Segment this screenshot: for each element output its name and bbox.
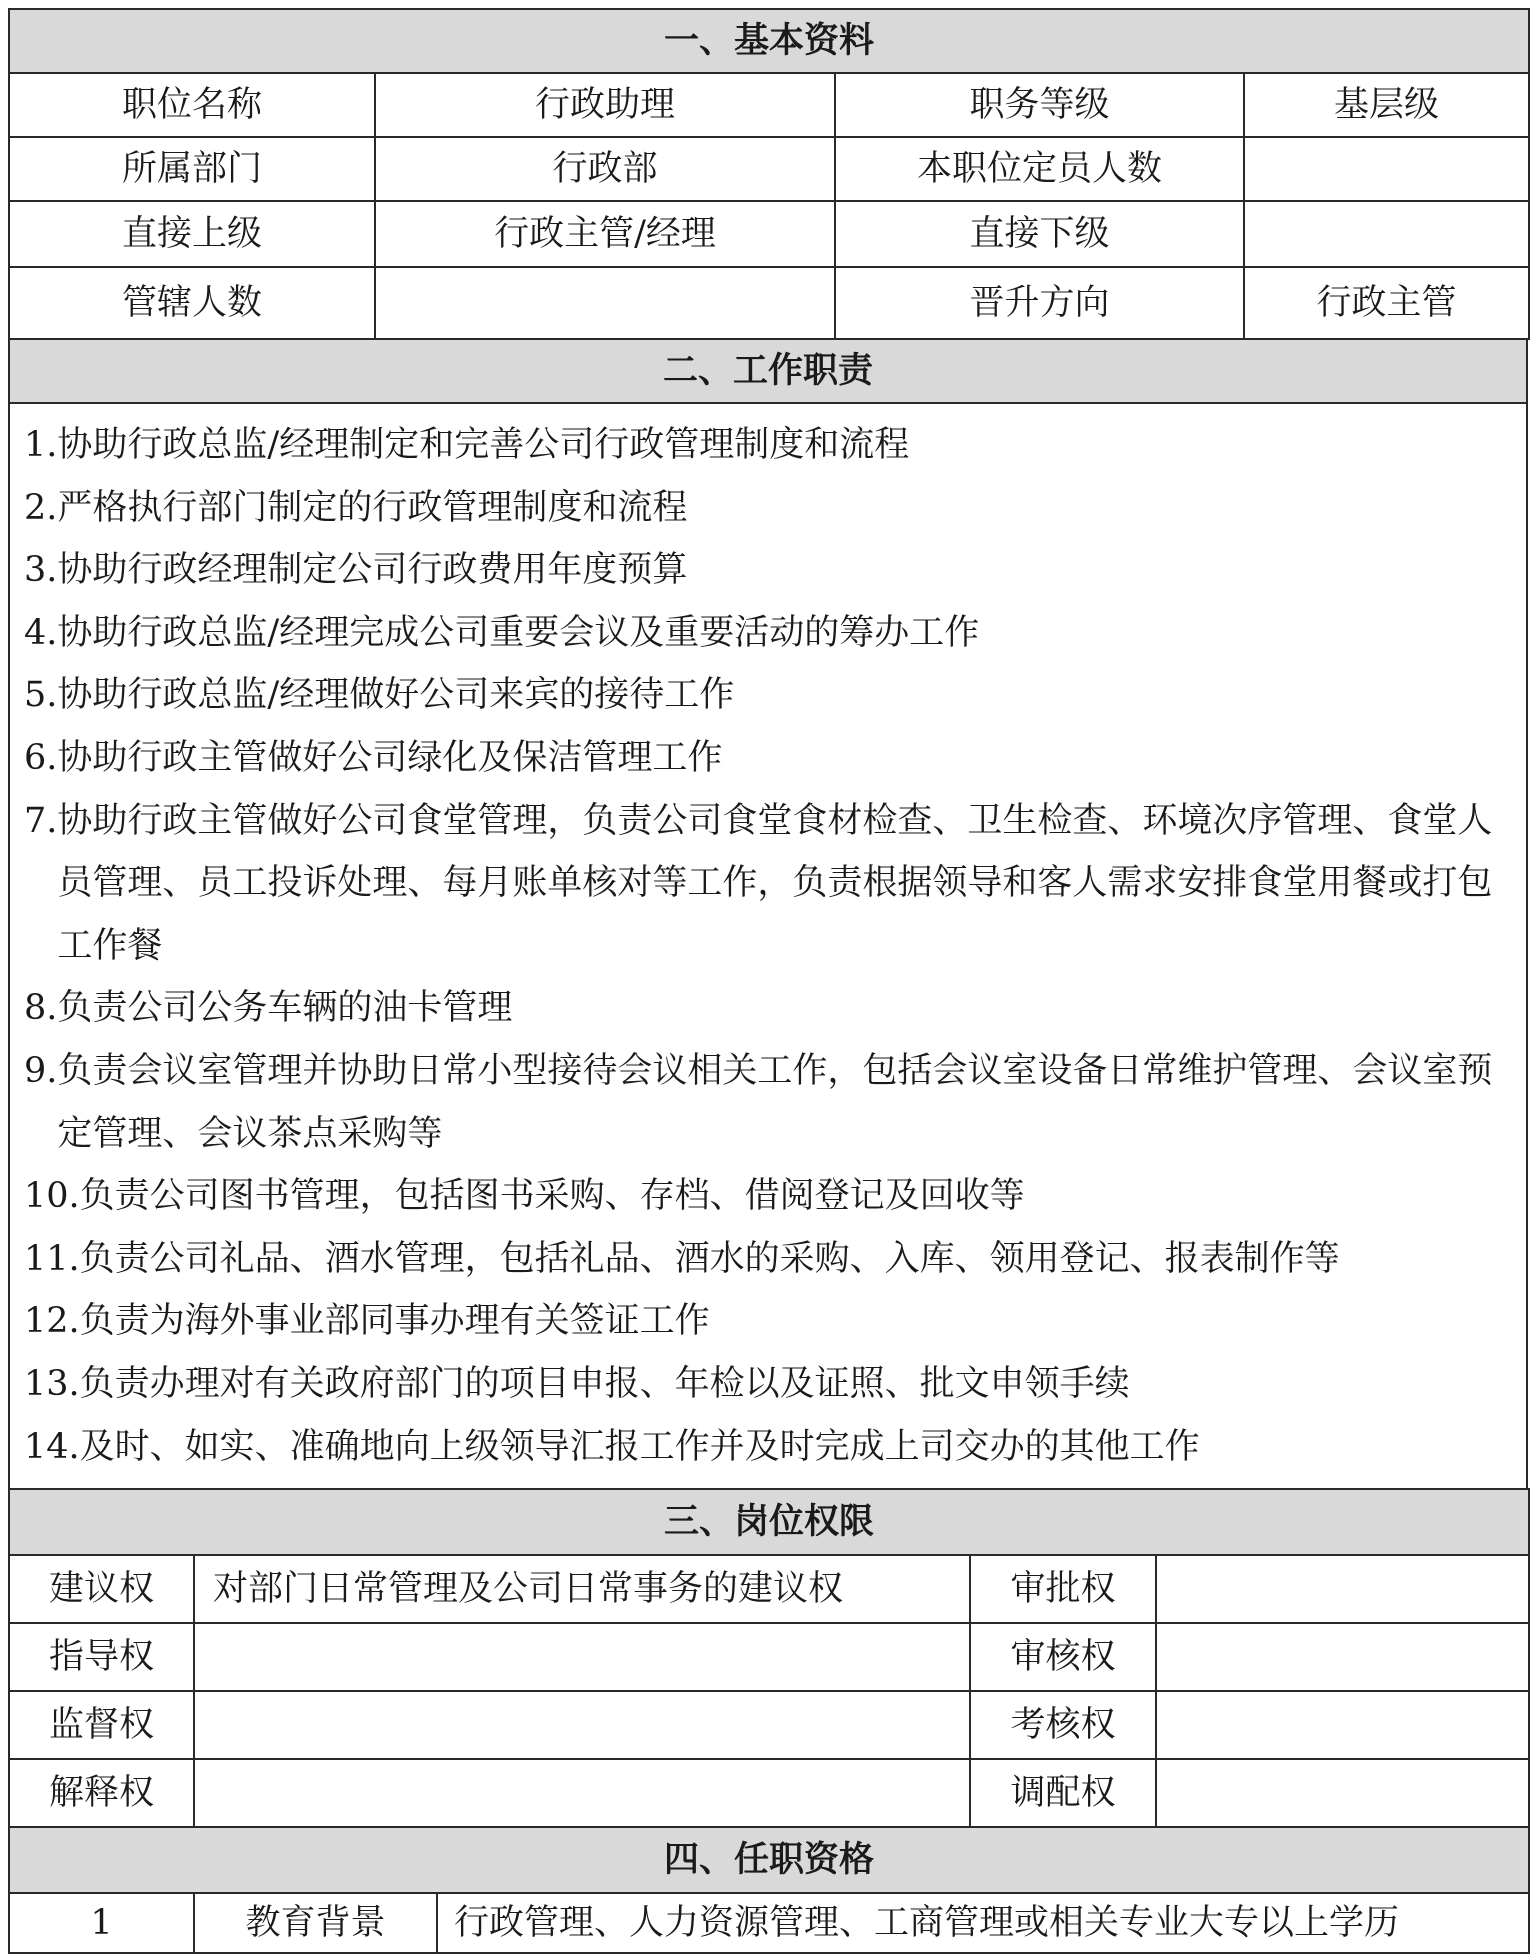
qualification-row: [9, 1893, 1529, 1953]
authority-left-value: [194, 1623, 970, 1691]
duty-item: 5. 协助行政总监/经理做好公司来宾的接待工作: [24, 675, 735, 716]
promotion-value: 行政主管: [1244, 267, 1529, 339]
position-name-label: 职位名称: [9, 73, 375, 137]
section-qualifications-heading: 四、任职资格: [9, 1827, 1529, 1893]
authority-left-value: [194, 1759, 970, 1827]
duty-item: 13. 负责办理对有关政府部门的项目申报、年检以及证照、批文申领手续: [24, 1363, 1130, 1404]
authority-left-label: 指导权: [9, 1623, 194, 1691]
duties-list: [9, 403, 1527, 1489]
authority-right-value: [1156, 1759, 1529, 1827]
authority-right-label: 审批权: [970, 1555, 1156, 1623]
authority-left-label: 建议权: [9, 1555, 194, 1623]
qualification-index: 1: [9, 1893, 194, 1953]
grade-label: 职务等级: [835, 73, 1244, 137]
superior-value: 行政主管/经理: [375, 201, 835, 267]
authority-right-value: [1156, 1623, 1529, 1691]
authority-row: [9, 1691, 1529, 1759]
duty-item: 7. 协助行政主管做好公司食堂管理，负责公司食堂食材检查、卫生检查、环境次序管理、食堂人员管理、员工投诉处理、每月账单核对等工作，负责根据领导和客人需求安排食堂用餐或打包工作餐: [24, 800, 1493, 966]
managed-count-label: 管辖人数: [9, 267, 375, 339]
department-value: 行政部: [375, 137, 835, 201]
authority-right-label: 调配权: [970, 1759, 1156, 1827]
qualification-item: 教育背景: [194, 1893, 437, 1953]
duty-item: 8. 负责公司公务车辆的油卡管理: [24, 988, 513, 1029]
duty-item: 14. 及时、如实、准确地向上级领导汇报工作并及时完成上司交办的其他工作: [24, 1426, 1200, 1467]
duty-item: 12. 负责为海外事业部同事办理有关签证工作: [24, 1301, 710, 1342]
duty-item: 3. 协助行政经理制定公司行政费用年度预算: [24, 550, 688, 591]
section-duties-heading: 二、工作职责: [9, 339, 1527, 403]
authority-left-label: 解释权: [9, 1759, 194, 1827]
qualification-requirement: 行政管理、人力资源管理、工商管理或相关专业大专以上学历: [437, 1893, 1529, 1953]
grade-value: 基层级: [1244, 73, 1529, 137]
duty-item: 1. 协助行政总监/经理制定和完善公司行政管理制度和流程: [24, 425, 910, 465]
authority-right-label: 考核权: [970, 1691, 1156, 1759]
authority-left-value: 对部门日常管理及公司日常事务的建议权: [194, 1555, 970, 1623]
authority-left-value: [194, 1691, 970, 1759]
promotion-label: 晋升方向: [835, 267, 1244, 339]
superior-label: 直接上级: [9, 201, 375, 267]
managed-count-value: [375, 267, 835, 339]
job-description-document: [8, 8, 1528, 1954]
authority-right-value: [1156, 1691, 1529, 1759]
authority-row: [9, 1759, 1529, 1827]
qualifications-table: [8, 1826, 1530, 1954]
authority-right-value: [1156, 1555, 1529, 1623]
subordinate-value: [1244, 201, 1529, 267]
duty-item: 11. 负责公司礼品、酒水管理，包括礼品、酒水的采购、入库、领用登记、报表制作等: [24, 1238, 1340, 1279]
position-name-value: 行政助理: [375, 73, 835, 137]
authority-row: [9, 1623, 1529, 1691]
duty-item: 6. 协助行政主管做好公司绿化及保洁管理工作: [24, 737, 723, 778]
authority-table: [8, 1488, 1530, 1828]
duty-item: 10. 负责公司图书管理，包括图书采购、存档、借阅登记及回收等: [24, 1176, 1025, 1217]
authority-right-label: 审核权: [970, 1623, 1156, 1691]
subordinate-label: 直接下级: [835, 201, 1244, 267]
duties-table: [8, 338, 1528, 1490]
duty-item: 2. 严格执行部门制定的行政管理制度和流程: [24, 487, 688, 528]
section-basic-heading: 一、基本资料: [9, 9, 1529, 73]
section-authority-heading: 三、岗位权限: [9, 1489, 1529, 1555]
department-label: 所属部门: [9, 137, 375, 201]
authority-left-label: 监督权: [9, 1691, 194, 1759]
authority-row: [9, 1555, 1529, 1623]
duty-item: 4. 协助行政总监/经理完成公司重要会议及重要活动的筹办工作: [24, 612, 980, 653]
headcount-value: [1244, 137, 1529, 201]
headcount-label: 本职位定员人数: [835, 137, 1244, 201]
basic-info-table: [8, 8, 1530, 340]
duty-item: 9. 负责会议室管理并协助日常小型接待会议相关工作，包括会议室设备日常维护管理、会议室预定管理、会议茶点采购等: [24, 1050, 1493, 1154]
